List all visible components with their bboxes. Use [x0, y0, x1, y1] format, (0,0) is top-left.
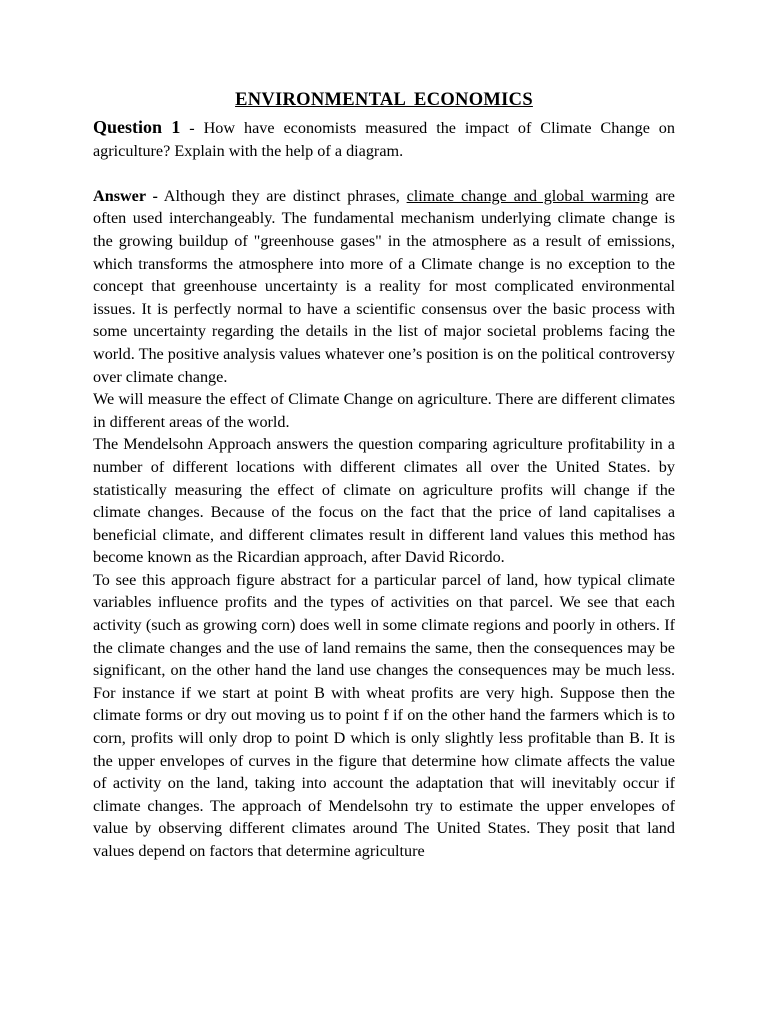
- answer-label: Answer -: [93, 186, 158, 205]
- paragraph-spacer: [93, 162, 675, 185]
- document-title: ENVIRONMENTAL ECONOMICS: [235, 90, 533, 110]
- body-paragraph-mendelsohn-approach: The Mendelsohn Approach answers the question comparing agriculture profitability in a number of different locations with different climates all over the United States. by statistically measuring the effect of climate on agriculture profits will change if the climate changes. Because of the focus on the fact that the price of land capitalises a beneficial climate, and different climates result in different land values this method has become known as the Ricardian approach, after David Ricordo.: [93, 435, 675, 567]
- question-text: - How have economists measured the impact of Climate Change on agriculture? Explain with the help of a diagram.: [93, 119, 675, 160]
- underlined-phrase: climate change and global warming: [406, 186, 649, 205]
- question-label: Question 1: [93, 117, 181, 137]
- question-paragraph: [93, 116, 675, 162]
- answer-paragraph: [93, 185, 675, 388]
- body-paragraph-figure-explanation: To see this approach figure abstract for a particular parcel of land, how typical climate variables influence profits and the types of activities on that parcel. We see that each activity (such as growing corn) does well in some climate regions and poorly in others. If the climate changes and the use of land remains the same, then the consequences may be significant, on the other hand the land use changes the consequences may be much less. For instance if we start at point B with wheat profits are very high. Suppose then the climate forms or dry out moving us to point f if on the other hand the farmers which is to corn, profits will only drop to point D which is only slightly less profitable than B. It is the upper envelopes of curves in the figure that determine how climate affects the value of activity on the land, taking into account the adaptation that will inevitably occur if climate changes. The approach of Mendelsohn try to estimate the upper envelopes of value by observing different climates around The United States. They posit that land values depend on factors that determine agriculture: [93, 570, 675, 860]
- answer-body-text: are often used interchangeably. The fundamental mechanism underlying climate change is the growing buildup of "greenhouse gases" in the atmosphere as a result of emissions, which transforms the atmosphere into more of a Climate change is no exception to the concept that greenhouse uncertainty is a reality for most complicated environmental issues. It is perfectly normal to have a scientific consensus over the basic process with some uncertainty regarding the details in the list of major societal problems facing the world. The positive analysis values whatever one’s position is on the political controversy over climate change.: [93, 186, 675, 386]
- document-page: [93, 88, 675, 863]
- answer-intro-text: Although they are distinct phrases,: [157, 186, 407, 205]
- body-paragraph-measure-effect: We will measure the effect of Climate Change on agriculture. There are different climates in different areas of the world.: [93, 390, 675, 431]
